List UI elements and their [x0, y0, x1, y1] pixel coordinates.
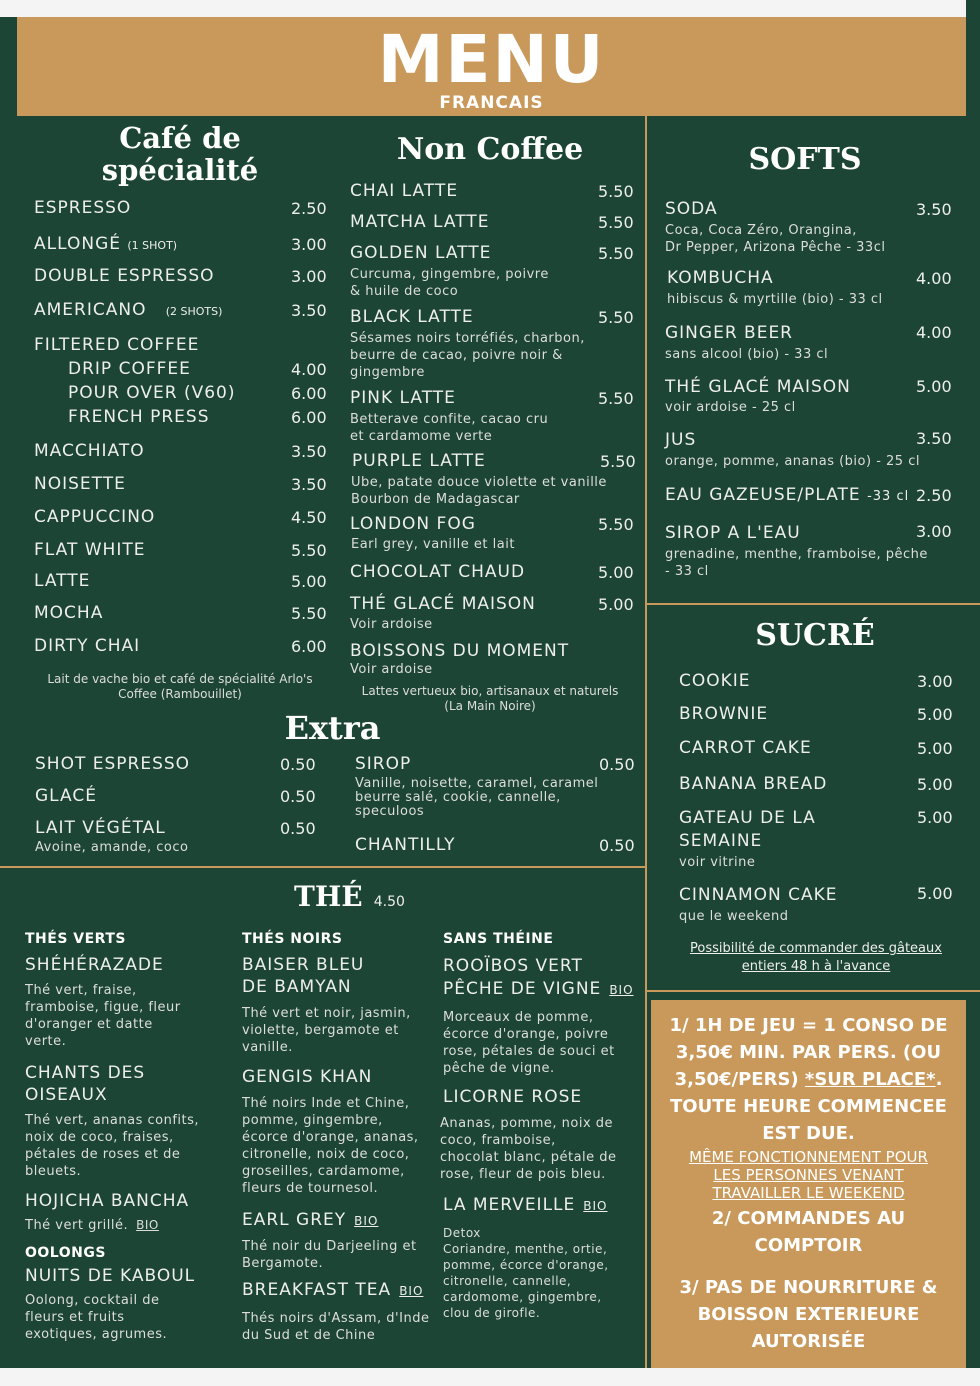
the-item-gengis: GENGIS KHAN — [242, 1067, 373, 1087]
softs-desc-sirop-1: grenadine, menthe, framboise, pêche — [665, 547, 928, 562]
the-desc-baiser — [242, 1005, 411, 1056]
cafe-price-latte: 5.00 — [291, 572, 327, 591]
the-desc-gengis-6: fleurs de tournesol. — [242, 1181, 379, 1196]
nc-footnote-line2: (La Main Noire) — [444, 699, 536, 713]
sucre-price-cookie: 3.00 — [917, 672, 953, 691]
nc-item-chai: CHAI LATTE — [350, 181, 459, 201]
menu-title: MENU — [377, 21, 606, 98]
rule-3 — [651, 1274, 966, 1355]
cafe-price-macchiato: 3.50 — [291, 442, 327, 461]
the-desc-licorne-1: Ananas, pomme, noix de — [440, 1116, 614, 1131]
sucre-item-cookie: COOKIE — [679, 671, 751, 691]
sucre-price-carrot: 5.00 — [917, 739, 953, 758]
softs-desc-soda — [665, 222, 885, 256]
top-border — [0, 0, 980, 17]
rule-3-line3: AUTORISÉE — [751, 1331, 866, 1352]
the-desc-licorne — [440, 1115, 617, 1183]
sucre-item-cinnamon: CINNAMON CAKE — [679, 885, 838, 905]
menu-subtitle: FRANCAIS — [439, 93, 544, 113]
rule-1 — [651, 1012, 966, 1147]
rule-2-line1: 2/ COMMANDES AU — [711, 1208, 906, 1229]
nc-desc-london — [351, 536, 515, 553]
softs-price-kombucha: 4.00 — [916, 269, 952, 288]
nc-desc-black — [350, 330, 585, 381]
cafe-item-americano — [34, 300, 222, 320]
sucre-desc-gateau-1: voir vitrine — [679, 855, 756, 870]
the-item-breakfast — [242, 1280, 423, 1300]
nc-desc-moment-1: Voir ardoise — [350, 662, 433, 677]
nc-desc-black-3: gingembre — [350, 365, 425, 380]
softs-desc-ginger — [665, 346, 828, 363]
nc-desc-golden-1: Curcuma, gingembre, poivre — [350, 267, 549, 282]
sucre-note-line1: Possibilité de commander des gâteaux — [690, 941, 942, 956]
nc-price-pink: 5.50 — [598, 389, 634, 408]
the-item-sheherazade: SHÉHÉRAZADE — [25, 955, 164, 975]
the-desc-gengis-1: Thé noirs Inde et Chine, — [242, 1096, 410, 1111]
cafe-item-french-press: FRENCH PRESS — [68, 407, 210, 427]
sucre-item-carrot: CARROT CAKE — [679, 738, 812, 758]
softs-desc-soda-1: Coca, Coca Zéro, Orangina, — [665, 223, 857, 238]
the-desc-chants-3: pétales de roses et de — [25, 1147, 181, 1162]
the-desc-licorne-3: chocolat blanc, pétale de — [440, 1150, 617, 1165]
the-item-rooibos-2 — [443, 978, 634, 1002]
rule-2 — [651, 1205, 966, 1259]
nc-desc-purple — [351, 474, 607, 508]
the-desc-nuits-1: Oolong, cocktail de — [25, 1293, 160, 1308]
extra-desc-lait-1: Avoine, amande, coco — [35, 840, 189, 855]
the-desc-nuits-2: fleurs et fruits — [25, 1310, 125, 1325]
the-item-rooibos-1: ROOÏBOS VERT — [443, 956, 583, 976]
cafe-item-allonge-note: (1 SHOT) — [127, 239, 178, 252]
divider-extra-the — [0, 866, 645, 868]
the-desc-gengis-2: pomme, gingembre, — [242, 1113, 383, 1128]
cafe-item-flat-white: FLAT WHITE — [34, 540, 146, 560]
softs-price-sirop: 3.00 — [916, 522, 952, 541]
the-desc-nuits — [25, 1292, 167, 1343]
cafe-item-cappuccino: CAPPUCCINO — [34, 507, 156, 527]
extra-desc-sirop — [355, 777, 598, 819]
nc-desc-golden-2: & huile de coco — [350, 284, 459, 299]
the-desc-breakfast-1: Thés noirs d'Assam, d'Inde — [242, 1311, 430, 1326]
rule-3-line1: 3/ PAS DE NOURRITURE & — [679, 1277, 938, 1298]
rule-u-line3: TRAVAILLER LE WEEKEND — [712, 1184, 905, 1202]
cafe-item-macchiato: MACCHIATO — [34, 441, 145, 461]
cafe-item-filtered: FILTERED COFFEE — [34, 335, 200, 355]
nc-desc-the-glace-1: Voir ardoise — [350, 617, 433, 632]
rule-1-line2: 3,50€ MIN. PAR PERS. (OU — [675, 1042, 942, 1063]
the-cat-sans-theine: SANS THÉINE — [443, 931, 554, 947]
nc-desc-moment — [350, 661, 433, 678]
the-bio-rooibos: BIO — [609, 983, 634, 997]
cafe-price-mocha: 5.50 — [291, 604, 327, 623]
the-header — [294, 880, 434, 913]
sucre-note — [660, 940, 972, 976]
softs-desc-soda-2: Dr Pepper, Arizona Pêche - 33cl — [665, 240, 886, 255]
extra-price-shot: 0.50 — [280, 755, 316, 774]
the-cat-oolongs: OOLONGS — [25, 1245, 106, 1261]
the-desc-hojicha-1: Thé vert grillé. — [25, 1218, 129, 1233]
sucre-price-banana: 5.00 — [917, 775, 953, 794]
softs-desc-sirop — [665, 546, 928, 580]
softs-item-sirop: SIROP A L'EAU — [665, 523, 801, 543]
cafe-item-noisette: NOISETTE — [34, 474, 126, 494]
the-price: 4.50 — [373, 894, 405, 910]
sucre-price-cinnamon: 5.00 — [917, 884, 953, 903]
the-item-licorne: LICORNE ROSE — [443, 1087, 583, 1107]
softs-price-soda: 3.50 — [916, 200, 952, 219]
cafe-item-dirty-chai: DIRTY CHAI — [34, 636, 141, 656]
sucre-note-line2: entiers 48 h à l'avance — [741, 959, 891, 974]
sucre-desc-cinnamon-1: que le weekend — [679, 909, 789, 924]
the-desc-merveille-2: Coriandre, menthe, ortie, — [443, 1242, 608, 1256]
the-desc-baiser-1: Thé vert et noir, jasmin, — [242, 1006, 411, 1021]
the-desc-merveille-5: cardomome, gingembre, — [443, 1290, 602, 1304]
nc-price-london: 5.50 — [598, 515, 634, 534]
nc-price-the-glace: 5.00 — [598, 595, 634, 614]
softs-price-the-glace: 5.00 — [916, 377, 952, 396]
rule-3-line2: BOISSON EXTERIEURE — [697, 1304, 920, 1325]
the-item-baiser-1: BAISER BLEU — [242, 955, 365, 975]
sucre-price-brownie: 5.00 — [917, 705, 953, 724]
the-desc-chants — [25, 1112, 199, 1180]
softs-desc-sirop-2: - 33 cl — [665, 564, 709, 579]
the-desc-breakfast-2: du Sud et de Chine — [242, 1328, 376, 1343]
cafe-item-americano-label: AMERICANO — [34, 300, 147, 320]
the-bio-hojicha: BIO — [136, 1218, 159, 1232]
right-edge — [966, 0, 980, 1386]
the-item-hojicha: HOJICHA BANCHA — [25, 1191, 190, 1211]
cafe-price-french-press: 6.00 — [291, 408, 327, 427]
noncoffee-title: Non Coffee — [396, 132, 584, 167]
the-item-chants — [25, 1062, 145, 1106]
rule-1-line1: 1/ 1H DE JEU = 1 CONSO DE — [669, 1015, 948, 1036]
cafe-item-americano-note: (2 SHOTS) — [165, 305, 223, 318]
cafe-footnote-line2: Coffee (Rambouillet) — [118, 687, 242, 701]
nc-item-golden: GOLDEN LATTE — [350, 243, 492, 263]
the-desc-rooibos — [443, 1009, 615, 1077]
rule-1-line4: TOUTE HEURE COMMENCEE — [670, 1096, 947, 1117]
nc-footnote-line1: Lattes vertueux bio, artisanaux et naturels — [361, 684, 619, 698]
the-item-earl — [242, 1210, 378, 1230]
softs-desc-jus-1: orange, pomme, ananas (bio) - 25 cl — [665, 454, 920, 469]
the-desc-earl-1: Thé noir du Darjeeling et — [242, 1239, 417, 1254]
rule-1-sur-place: *SUR PLACE* — [804, 1069, 936, 1090]
nc-desc-black-1: Sésames noirs torréfiés, charbon, — [350, 331, 585, 346]
the-item-chants-1: CHANTS DES — [25, 1063, 146, 1083]
extra-desc-sirop-1: Vanille, noisette, caramel, caramel — [355, 776, 599, 791]
the-item-merveille-label: LA MERVEILLE — [443, 1195, 576, 1215]
cafe-price-americano: 3.50 — [291, 301, 327, 320]
sucre-item-banana: BANANA BREAD — [679, 774, 828, 794]
cafe-price-cappuccino: 4.50 — [291, 508, 327, 527]
extra-desc-lait — [35, 839, 188, 856]
sucre-price-gateau: 5.00 — [917, 808, 953, 827]
cafe-item-allonge — [34, 234, 177, 254]
the-item-rooibos — [443, 955, 634, 1002]
the-desc-merveille-1: Detox — [443, 1226, 481, 1240]
softs-item-ginger: GINGER BEER — [665, 323, 793, 343]
divider-sucre-bottom — [647, 990, 980, 992]
rule-1-underline-note — [651, 1148, 966, 1202]
softs-desc-jus — [665, 453, 920, 470]
nc-desc-london-1: Earl grey, vanille et lait — [351, 537, 515, 552]
divider-vertical-main — [645, 116, 647, 1368]
sucre-item-brownie: BROWNIE — [679, 704, 769, 724]
extra-item-chantilly: CHANTILLY — [355, 835, 456, 855]
cafe-price-drip: 4.00 — [291, 360, 327, 379]
the-desc-sheherazade — [25, 982, 181, 1050]
nc-price-matcha: 5.50 — [598, 213, 634, 232]
softs-item-jus: JUS — [665, 430, 697, 450]
the-desc-sheherazade-2: framboise, figue, fleur — [25, 1000, 181, 1015]
nc-item-chocolat: CHOCOLAT CHAUD — [350, 562, 526, 582]
sucre-title: SUCRÉ — [755, 618, 875, 653]
extra-price-lait: 0.50 — [280, 819, 316, 838]
the-item-chants-2: OISEAUX — [25, 1085, 108, 1105]
softs-price-ginger: 4.00 — [916, 323, 952, 342]
nc-price-purple: 5.50 — [600, 452, 636, 471]
the-bio-merveille: BIO — [583, 1199, 608, 1213]
the-desc-nuits-3: exotiques, agrumes. — [25, 1327, 168, 1342]
sucre-desc-cinnamon — [679, 908, 789, 925]
cafe-item-allonge-label: ALLONGÉ — [34, 234, 121, 254]
sucre-item-gateau: GATEAU DE LA — [679, 808, 816, 828]
nc-desc-purple-1: Ube, patate douce violette et vanille — [351, 475, 607, 490]
cafe-item-double-espresso: DOUBLE ESPRESSO — [34, 266, 215, 286]
rule-2-line2: COMPTOIR — [754, 1235, 863, 1256]
the-desc-earl-2: Bergamote. — [242, 1256, 324, 1271]
rule-1-line3 — [651, 1066, 966, 1093]
nc-price-chai: 5.50 — [598, 182, 634, 201]
cafe-price-pour-over: 6.00 — [291, 384, 327, 403]
divider-softs-sucre — [647, 603, 980, 605]
softs-title: SOFTS — [748, 142, 862, 177]
softs-item-eau-label: EAU GAZEUSE/PLATE — [665, 485, 861, 505]
the-item-baiser-2: DE BAMYAN — [242, 977, 352, 997]
softs-desc-the-glace — [665, 399, 796, 416]
the-desc-merveille-4: citronelle, cannelle, — [443, 1274, 572, 1288]
nc-item-black: BLACK LATTE — [350, 307, 474, 327]
the-desc-chants-1: Thé vert, ananas confits, — [25, 1113, 200, 1128]
the-desc-sheherazade-1: Thé vert, fraise, — [25, 983, 137, 998]
the-item-rooibos-2-label: PÊCHE DE VIGNE — [443, 979, 602, 999]
cafe-item-mocha: MOCHA — [34, 603, 104, 623]
nc-desc-pink-2: et cardamome verte — [350, 429, 493, 444]
the-desc-merveille-6: clou de girofle. — [443, 1306, 541, 1320]
the-desc-rooibos-3: rose, pétales de souci et — [443, 1044, 615, 1059]
softs-item-soda: SODA — [665, 199, 718, 219]
the-cat-noirs: THÉS NOIRS — [242, 931, 343, 947]
rule-u-line2: LES PERSONNES VENANT — [713, 1166, 904, 1184]
the-desc-licorne-4: rose, fleur de pois bleu. — [440, 1167, 606, 1182]
the-desc-sheherazade-4: verte. — [25, 1034, 67, 1049]
softs-item-the-glace: THÉ GLACÉ MAISON — [665, 377, 851, 397]
the-item-earl-label: EARL GREY — [242, 1210, 347, 1230]
nc-price-golden: 5.50 — [598, 244, 634, 263]
the-desc-breakfast — [242, 1310, 429, 1344]
extra-item-shot: SHOT ESPRESSO — [35, 754, 191, 774]
the-desc-sheherazade-3: d'oranger et datte — [25, 1017, 153, 1032]
header-banner — [17, 17, 966, 116]
softs-desc-the-glace-1: voir ardoise - 25 cl — [665, 400, 796, 415]
the-desc-hojicha — [25, 1217, 159, 1234]
the-bio-earl: BIO — [354, 1214, 379, 1228]
rules-box — [651, 1000, 966, 1368]
cafe-title-line1: Café de — [119, 121, 241, 155]
nc-desc-the-glace — [350, 616, 433, 633]
nc-price-black: 5.50 — [598, 308, 634, 327]
rule-u-line1: MÊME FONCTIONNEMENT POUR — [689, 1148, 928, 1166]
the-desc-gengis-5: groseilles, cardamome, — [242, 1164, 405, 1179]
cafe-item-latte: LATTE — [34, 571, 91, 591]
extra-title: Extra — [284, 709, 381, 747]
the-desc-gengis-4: citronelle, noix de coco, — [242, 1147, 410, 1162]
nc-item-the-glace: THÉ GLACÉ MAISON — [350, 594, 536, 614]
cafe-footnote — [30, 672, 330, 702]
the-bio-breakfast: BIO — [399, 1284, 424, 1298]
the-desc-chants-4: bleuets. — [25, 1164, 82, 1179]
nc-desc-purple-2: Bourbon de Madagascar — [351, 492, 520, 507]
the-item-merveille — [443, 1195, 607, 1215]
the-desc-chants-2: noix de coco, fraises, — [25, 1130, 174, 1145]
the-desc-earl — [242, 1238, 417, 1272]
cafe-footnote-line1: Lait de vache bio et café de spécialité Arlo's — [47, 672, 313, 686]
softs-desc-ginger-1: sans alcool (bio) - 33 cl — [665, 347, 829, 362]
softs-price-eau: 2.50 — [916, 486, 952, 505]
extra-price-glace: 0.50 — [280, 787, 316, 806]
nc-item-matcha: MATCHA LATTE — [350, 212, 490, 232]
nc-price-chocolat: 5.00 — [598, 563, 634, 582]
the-desc-baiser-2: violette, bergamote et — [242, 1023, 399, 1038]
the-desc-rooibos-1: Morceaux de pomme, — [443, 1010, 594, 1025]
extra-desc-sirop-2: beurre salé, cookie, cannelle, — [355, 790, 561, 805]
the-cat-verts: THÉS VERTS — [25, 931, 126, 947]
softs-item-eau — [665, 485, 909, 505]
rule-1-line5: EST DUE. — [762, 1123, 855, 1144]
nc-desc-black-2: beurre de cacao, poivre noir & — [350, 348, 563, 363]
softs-price-jus: 3.50 — [916, 429, 952, 448]
softs-desc-kombucha-1: hibiscus & myrtille (bio) - 33 cl — [667, 292, 883, 307]
the-title: THÉ — [294, 880, 363, 913]
nc-item-purple: PURPLE LATTE — [352, 451, 486, 471]
the-desc-gengis — [242, 1095, 419, 1197]
softs-item-kombucha: KOMBUCHA — [667, 268, 774, 288]
softs-desc-kombucha — [667, 291, 883, 308]
extra-price-chantilly: 0.50 — [599, 836, 635, 855]
nc-desc-pink-1: Betterave confite, cacao cru — [350, 412, 549, 427]
cafe-price-dirty-chai: 6.00 — [291, 637, 327, 656]
cafe-item-drip: DRIP COFFEE — [68, 359, 191, 379]
cafe-item-espresso: ESPRESSO — [34, 198, 132, 218]
cafe-price-noisette: 3.50 — [291, 475, 327, 494]
the-desc-licorne-2: coco, framboise, — [440, 1133, 556, 1148]
the-desc-rooibos-2: écorce d'orange, poivre — [443, 1027, 609, 1042]
extra-item-glace: GLACÉ — [35, 786, 97, 806]
the-desc-gengis-3: écorce d'orange, ananas, — [242, 1130, 419, 1145]
sucre-item-gateau-line2: SEMAINE — [679, 831, 763, 851]
the-item-breakfast-label: BREAKFAST TEA — [242, 1280, 392, 1300]
nc-desc-golden — [350, 266, 549, 300]
the-desc-rooibos-4: pêche de vigne. — [443, 1061, 555, 1076]
cafe-title-line2: spécialité — [101, 153, 259, 187]
sucre-desc-gateau — [679, 854, 755, 871]
cafe-title — [60, 122, 300, 186]
nc-item-london: LONDON FOG — [350, 514, 476, 534]
bottom-border — [0, 1368, 980, 1386]
cafe-item-pour-over: POUR OVER (V60) — [68, 383, 236, 403]
the-desc-merveille — [443, 1225, 609, 1321]
cafe-price-espresso: 2.50 — [291, 199, 327, 218]
the-item-nuits: NUITS DE KABOUL — [25, 1266, 196, 1286]
cafe-price-allonge: 3.00 — [291, 235, 327, 254]
cafe-price-double-espresso: 3.00 — [291, 267, 327, 286]
rule-1-line3-c: . — [935, 1069, 943, 1090]
extra-price-sirop: 0.50 — [599, 755, 635, 774]
nc-item-pink: PINK LATTE — [350, 388, 456, 408]
cafe-price-flat-white: 5.50 — [291, 541, 327, 560]
the-desc-baiser-3: vanille. — [242, 1040, 293, 1055]
extra-item-sirop: SIROP — [355, 754, 412, 774]
softs-item-eau-note: -33 cl — [867, 489, 910, 504]
nc-desc-pink — [350, 411, 548, 445]
the-item-baiser — [242, 954, 364, 998]
extra-item-lait: LAIT VÉGÉTAL — [35, 818, 166, 838]
extra-desc-sirop-3: speculoos — [355, 804, 425, 819]
nc-item-moment: BOISSONS DU MOMENT — [350, 641, 570, 661]
the-desc-merveille-3: pomme, écorce d'orange, — [443, 1258, 609, 1272]
rule-1-line3-a: 3,50€/PERS) — [674, 1069, 805, 1090]
